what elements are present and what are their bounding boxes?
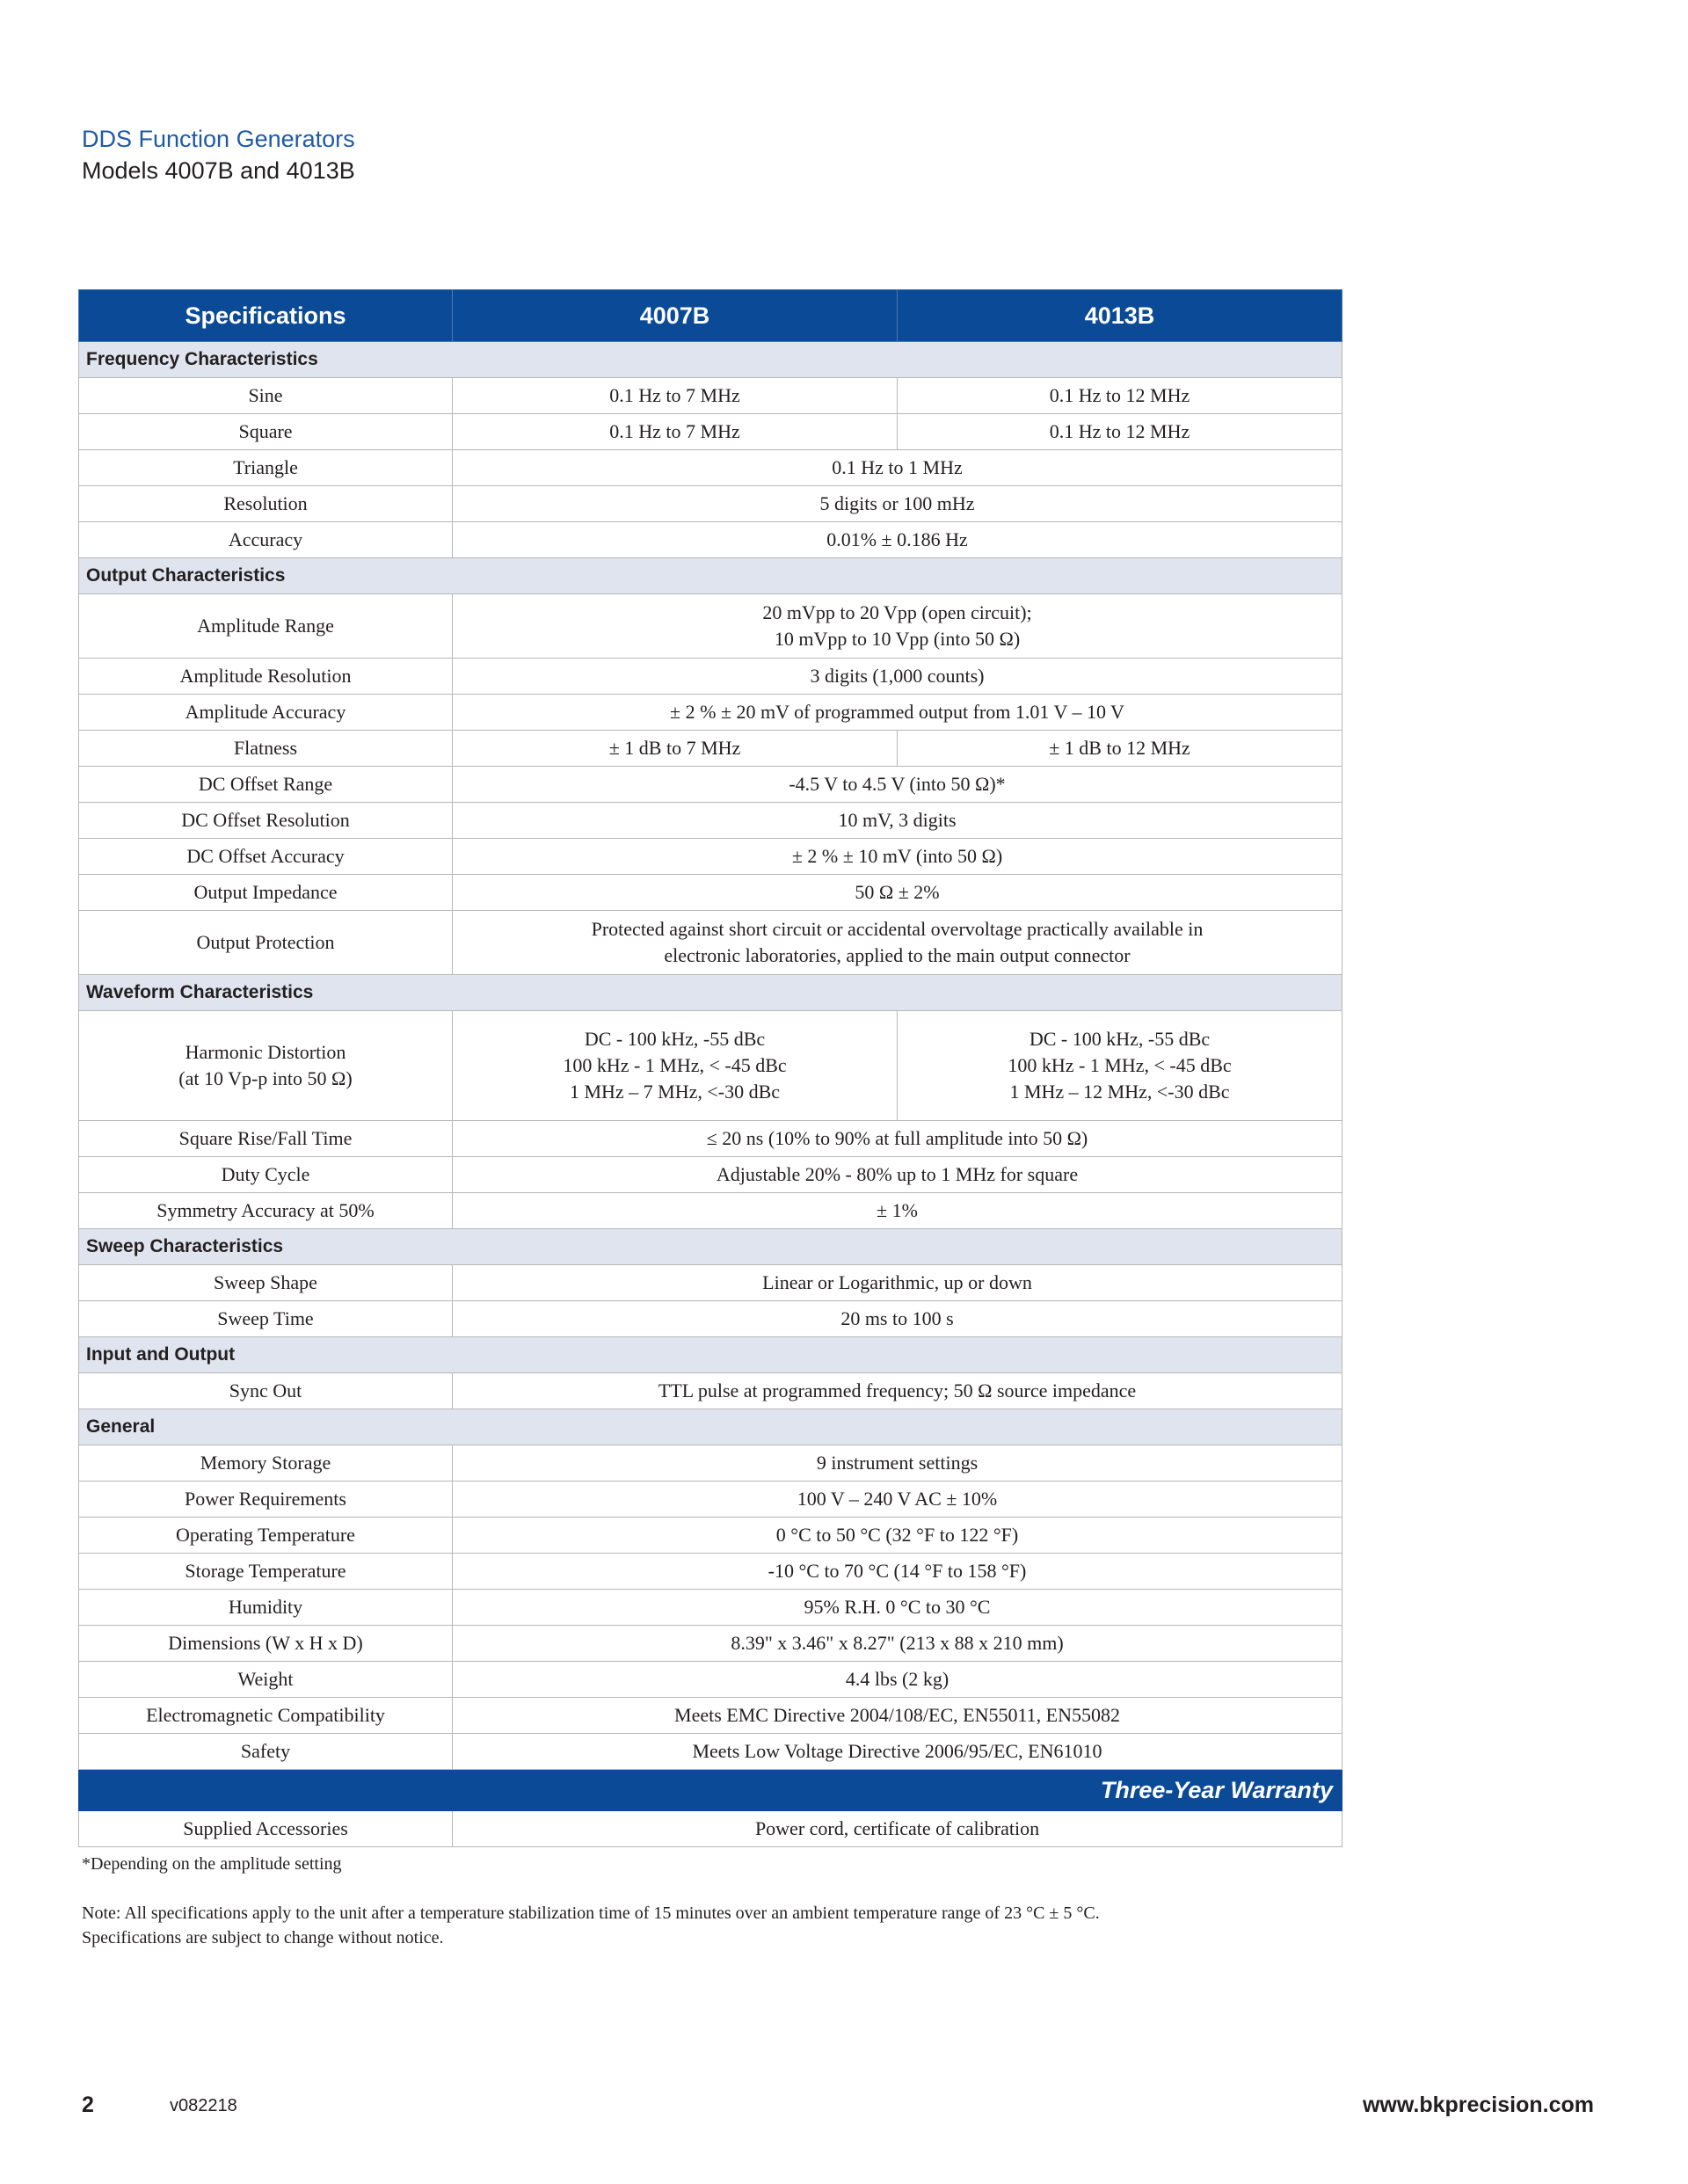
header-4013b: 4013B — [898, 290, 1342, 342]
spec-label: Sync Out — [79, 1373, 453, 1409]
spec-value-shared: ≤ 20 ns (10% to 90% at full amplitude into 50 Ω) — [453, 1121, 1342, 1157]
spec-value-shared: 0.01% ± 0.186 Hz — [453, 522, 1342, 558]
spec-value-shared: 20 mVpp to 20 Vpp (open circuit); 10 mVpp to 10 Vpp (into 50 Ω) — [453, 594, 1342, 659]
spec-label: DC Offset Resolution — [79, 803, 453, 839]
page-number: 2 — [82, 2093, 94, 2117]
spec-value-4007b: 0.1 Hz to 7 MHz — [453, 414, 898, 450]
spec-value-shared: 0.1 Hz to 1 MHz — [453, 450, 1342, 486]
spec-label: Dimensions (W x H x D) — [79, 1626, 453, 1662]
table-row — [79, 1121, 1342, 1157]
table-row — [79, 1301, 1342, 1337]
spec-value-shared: -4.5 V to 4.5 V (into 50 Ω)* — [453, 767, 1342, 803]
section-title: Output Characteristics — [79, 558, 1342, 594]
spec-label: Harmonic Distortion (at 10 Vp-p into 50 Ω) — [79, 1011, 453, 1121]
table-row — [79, 1157, 1342, 1193]
spec-value-shared: 50 Ω ± 2% — [453, 875, 1342, 911]
note-line-1: Note: All specifications apply to the unit after a temperature stabilization time of 15 minutes over an ambient temperature range of 23 °C ± 5 °C. — [82, 1904, 1100, 1923]
spec-label: Symmetry Accuracy at 50% — [79, 1193, 453, 1229]
note-line-2: Specifications are subject to change without notice. — [82, 1928, 444, 1947]
spec-label: Sweep Time — [79, 1301, 453, 1337]
spec-value-4013b: DC - 100 kHz, -55 dBc 100 kHz - 1 MHz, < -45 dBc 1 MHz – 12 MHz, <-30 dBc — [898, 1011, 1342, 1121]
table-row — [79, 522, 1342, 558]
spec-label: DC Offset Range — [79, 767, 453, 803]
spec-value-shared: ± 2 % ± 20 mV of programmed output from 1.01 V – 10 V — [453, 695, 1342, 731]
table-row — [79, 659, 1342, 695]
warranty-row — [79, 1770, 1342, 1811]
spec-value-shared: 95% R.H. 0 °C to 30 °C — [453, 1590, 1342, 1626]
table-body — [79, 342, 1342, 1847]
table-row — [79, 378, 1342, 414]
spec-label: Sweep Shape — [79, 1265, 453, 1301]
table-row — [79, 731, 1342, 767]
document-title: DDS Function Generators — [82, 126, 355, 152]
spec-label: DC Offset Accuracy — [79, 839, 453, 875]
spec-value-4007b: DC - 100 kHz, -55 dBc 100 kHz - 1 MHz, < -45 dBc 1 MHz – 7 MHz, <-30 dBc — [453, 1011, 898, 1121]
spec-value-shared: Adjustable 20% - 80% up to 1 MHz for square — [453, 1157, 1342, 1193]
table-row — [79, 1265, 1342, 1301]
spec-value-4013b: ± 1 dB to 12 MHz — [898, 731, 1342, 767]
spec-value-shared: ± 2 % ± 10 mV (into 50 Ω) — [453, 839, 1342, 875]
spec-value-4007b: 0.1 Hz to 7 MHz — [453, 378, 898, 414]
section-header-row — [79, 1229, 1342, 1265]
spec-value-shared: TTL pulse at programmed frequency; 50 Ω source impedance — [453, 1373, 1342, 1409]
table-header-row — [79, 290, 1342, 342]
version-code: v082218 — [170, 2096, 237, 2115]
header-specifications: Specifications — [79, 290, 453, 342]
spec-label: Amplitude Accuracy — [79, 695, 453, 731]
spec-label: Weight — [79, 1662, 453, 1698]
section-title: Waveform Characteristics — [79, 975, 1342, 1011]
table-row — [79, 839, 1342, 875]
spec-value-shared: 9 instrument settings — [453, 1445, 1342, 1481]
spec-value-shared: Power cord, certificate of calibration — [453, 1811, 1342, 1847]
spec-label: Supplied Accessories — [79, 1811, 453, 1847]
table-row — [79, 1662, 1342, 1698]
spec-value-shared: 3 digits (1,000 counts) — [453, 659, 1342, 695]
table-row — [79, 1554, 1342, 1590]
spec-label: Output Protection — [79, 911, 453, 975]
spec-value-shared: 20 ms to 100 s — [453, 1301, 1342, 1337]
table-row — [79, 1445, 1342, 1481]
table-row — [79, 1193, 1342, 1229]
spec-label: Output Impedance — [79, 875, 453, 911]
spec-value-shared: 8.39" x 3.46" x 8.27" (213 x 88 x 210 mm) — [453, 1626, 1342, 1662]
spec-value-shared: 10 mV, 3 digits — [453, 803, 1342, 839]
section-header-row — [79, 558, 1342, 594]
table-row — [79, 414, 1342, 450]
spec-value-shared: 100 V – 240 V AC ± 10% — [453, 1481, 1342, 1518]
table-row — [79, 1373, 1342, 1409]
spec-value-shared: Meets Low Voltage Directive 2006/95/EC, EN61010 — [453, 1734, 1342, 1770]
document-header — [82, 123, 355, 186]
table-row — [79, 767, 1342, 803]
header-4007b: 4007B — [453, 290, 898, 342]
warranty-banner: Three-Year Warranty — [79, 1770, 1342, 1811]
spec-label: Memory Storage — [79, 1445, 453, 1481]
spec-value-shared: 5 digits or 100 mHz — [453, 486, 1342, 522]
spec-label: Sine — [79, 378, 453, 414]
spec-label: Duty Cycle — [79, 1157, 453, 1193]
table-row — [79, 875, 1342, 911]
spec-label: Amplitude Range — [79, 594, 453, 659]
spec-value-shared: Linear or Logarithmic, up or down — [453, 1265, 1342, 1301]
footnote: *Depending on the amplitude setting — [82, 1854, 342, 1874]
spec-label: Resolution — [79, 486, 453, 522]
section-header-row — [79, 975, 1342, 1011]
spec-label: Storage Temperature — [79, 1554, 453, 1590]
spec-label: Power Requirements — [79, 1481, 453, 1518]
spec-value-shared: 0 °C to 50 °C (32 °F to 122 °F) — [453, 1518, 1342, 1554]
spec-value-shared: Protected against short circuit or accidental overvoltage practically available in electronic laboratories, applied to the main output connector — [453, 911, 1342, 975]
section-title: Input and Output — [79, 1337, 1342, 1373]
section-title: Sweep Characteristics — [79, 1229, 1342, 1265]
section-header-row — [79, 342, 1342, 378]
table-row — [79, 1518, 1342, 1554]
table-row — [79, 803, 1342, 839]
table-row — [79, 1626, 1342, 1662]
table-row — [79, 1590, 1342, 1626]
specifications-table — [78, 289, 1342, 1847]
spec-label: Operating Temperature — [79, 1518, 453, 1554]
spec-label: Square — [79, 414, 453, 450]
spec-label: Square Rise/Fall Time — [79, 1121, 453, 1157]
spec-label: Safety — [79, 1734, 453, 1770]
table-row — [79, 486, 1342, 522]
spec-label: Electromagnetic Compatibility — [79, 1698, 453, 1734]
table-row — [79, 1481, 1342, 1518]
spec-label: Humidity — [79, 1590, 453, 1626]
table-row — [79, 695, 1342, 731]
table-row — [79, 1811, 1342, 1847]
spec-label: Flatness — [79, 731, 453, 767]
section-header-row — [79, 1409, 1342, 1445]
note-text — [82, 1901, 1100, 1950]
spec-value-4013b: 0.1 Hz to 12 MHz — [898, 414, 1342, 450]
website-url[interactable]: www.bkprecision.com — [1362, 2093, 1594, 2117]
table-row — [79, 450, 1342, 486]
spec-label: Amplitude Resolution — [79, 659, 453, 695]
spec-value-shared: ± 1% — [453, 1193, 1342, 1229]
table-row — [79, 594, 1342, 659]
spec-label: Accuracy — [79, 522, 453, 558]
section-title: General — [79, 1409, 1342, 1445]
table-row — [79, 1011, 1342, 1121]
table-row — [79, 1698, 1342, 1734]
spec-value-shared: Meets EMC Directive 2004/108/EC, EN55011, EN55082 — [453, 1698, 1342, 1734]
spec-value-shared: -10 °C to 70 °C (14 °F to 158 °F) — [453, 1554, 1342, 1590]
table-row — [79, 911, 1342, 975]
section-header-row — [79, 1337, 1342, 1373]
spec-value-4013b: 0.1 Hz to 12 MHz — [898, 378, 1342, 414]
section-title: Frequency Characteristics — [79, 342, 1342, 378]
spec-value-4007b: ± 1 dB to 7 MHz — [453, 731, 898, 767]
table-row — [79, 1734, 1342, 1770]
document-subtitle: Models 4007B and 4013B — [82, 157, 355, 184]
spec-value-shared: 4.4 lbs (2 kg) — [453, 1662, 1342, 1698]
spec-label: Triangle — [79, 450, 453, 486]
